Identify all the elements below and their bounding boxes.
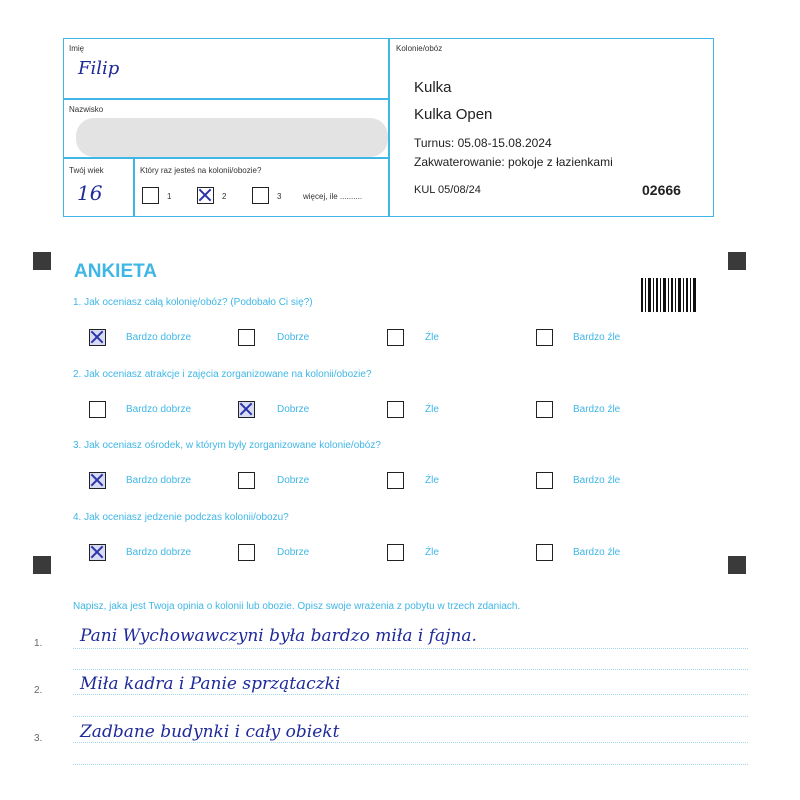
answer-checkbox[interactable] [387,472,404,489]
answer-option-label: Dobrze [277,547,310,558]
divider [388,38,390,217]
answer-option-label: Dobrze [277,475,310,486]
answer-checkbox[interactable] [387,544,404,561]
answer-number: 1. [34,638,43,649]
answer-option-label: Bardzo dobrze [126,475,192,486]
answer-number: 2. [34,685,43,696]
opinion-prompt: Napisz, jaka jest Twoja opinia o kolonii lub obozie. Opisz swoje wrażenia z pobytu w trzech zdaniach. [73,601,521,612]
answer-option-label: Bardzo dobrze [126,547,192,558]
answer-2[interactable]: Miła kadra i Panie sprzątaczki [80,674,341,694]
answer-checkbox[interactable] [387,329,404,346]
ktory-raz-checkbox-1[interactable] [142,187,159,204]
answer-option-label: Bardzo źle [573,475,621,486]
question-text: 4. Jak oceniasz jedzenie podczas kolonii/obozu? [73,512,289,523]
form-number: 02666 [642,182,681,198]
answer-option-label: Bardzo dobrze [126,404,192,415]
answer-option-label: Bardzo dobrze [126,332,192,343]
nazwisko-label: Nazwisko [69,105,104,114]
camp-code: KUL 05/08/24 [414,184,481,196]
answer-option-label: Źle [425,475,439,486]
camp-name: Kulka [414,79,452,96]
answer-checkbox[interactable] [89,401,106,418]
turnus: Turnus: 05.08-15.08.2024 [414,136,552,150]
question-text: 1. Jak oceniasz całą kolonię/obóz? (Podobało Ci się?) [73,297,313,308]
redacted-surname-field[interactable] [76,118,388,157]
survey-title: ANKIETA [74,261,158,282]
answer-checkbox[interactable] [387,401,404,418]
registration-marker [33,556,51,574]
answer-option-label: Źle [425,332,439,343]
answer-checkbox[interactable] [238,401,255,418]
answer-checkbox[interactable] [89,329,106,346]
answer-1[interactable]: Pani Wychowawczyni była bardzo miła i fajna. [80,626,477,646]
wiecej-label: więcej, ile .......... [303,192,363,201]
answer-checkbox[interactable] [536,544,553,561]
answer-line [73,764,748,765]
registration-marker [728,556,746,574]
answer-checkbox[interactable] [536,472,553,489]
kolonie-label: Kolonie/obóz [396,44,443,53]
divider [63,98,389,100]
answer-line [73,648,748,649]
question-text: 2. Jak oceniasz atrakcje i zajęcia zorganizowane na kolonii/obozie? [73,369,372,380]
imie-label: Imię [69,44,85,53]
answer-checkbox[interactable] [238,329,255,346]
question-text: 3. Jak oceniasz ośrodek, w którym były zorganizowane kolonie/obóz? [73,440,381,451]
registration-marker [728,252,746,270]
divider [133,157,135,217]
answer-checkbox[interactable] [89,544,106,561]
camp-subname: Kulka Open [414,106,493,123]
ktory-raz-option-1: 1 [167,192,172,201]
wiek-label: Twój wiek [69,166,104,175]
answer-option-label: Dobrze [277,404,310,415]
wiek-value[interactable]: 16 [77,181,103,205]
answer-checkbox[interactable] [238,544,255,561]
answer-checkbox[interactable] [238,472,255,489]
ktory-raz-label: Który raz jesteś na kolonii/obozie? [140,166,262,175]
answer-option-label: Bardzo źle [573,404,621,415]
ktory-raz-checkbox-3[interactable] [252,187,269,204]
ktory-raz-option-2: 2 [222,192,227,201]
answer-checkbox[interactable] [89,472,106,489]
answer-line [73,742,748,743]
registration-marker [33,252,51,270]
divider [63,157,389,159]
answer-line [73,716,748,717]
answer-option-label: Dobrze [277,332,310,343]
answer-number: 3. [34,733,43,744]
ktory-raz-checkbox-2[interactable] [197,187,214,204]
answer-line [73,669,748,670]
answer-checkbox[interactable] [536,401,553,418]
answer-line [73,694,748,695]
answer-3[interactable]: Zadbane budynki i cały obiekt [80,722,340,742]
answer-option-label: Bardzo źle [573,332,621,343]
answer-checkbox[interactable] [536,329,553,346]
ktory-raz-option-3: 3 [277,192,282,201]
zakwaterowanie: Zakwaterowanie: pokoje z łazienkami [414,155,613,169]
barcode [641,278,696,312]
answer-option-label: Bardzo źle [573,547,621,558]
imie-value[interactable]: Filip [78,58,120,79]
answer-option-label: Źle [425,404,439,415]
answer-option-label: Źle [425,547,439,558]
